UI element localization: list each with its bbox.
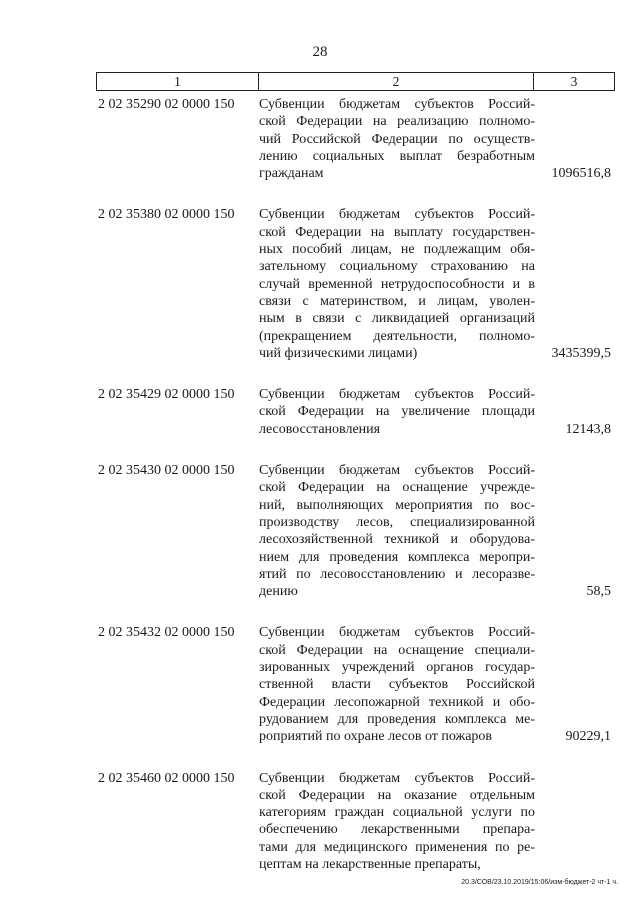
description-line: ской Федерации на оснащение специали-: [259, 642, 535, 658]
description-line: ным в связи с ликвидацией организаций: [259, 311, 535, 327]
description: [257, 770, 535, 874]
amount: 58,5: [586, 584, 611, 600]
budget-code: 2 02 35380 02 0000 150: [98, 207, 235, 223]
budget-code: 2 02 35432 02 0000 150: [98, 625, 235, 641]
description-line: категориям граждан социальной услуги по: [259, 805, 535, 821]
description-line: связи с материнством, и лицам, уволен-: [259, 293, 535, 309]
description-line: ных пособий лицам, не подлежащим обя-: [259, 242, 535, 258]
description-line: обеспечению лекарственными препара-: [259, 822, 535, 838]
description-line: чий Российской Федерации по осуществ-: [259, 131, 535, 147]
amount: 3435399,5: [551, 345, 611, 361]
description-line: случай временной нетрудоспособности и в: [259, 276, 535, 292]
table-body: [96, 96, 615, 897]
description-line: ний, выполняющих мероприятия по вос-: [259, 497, 535, 513]
amount: 12143,8: [565, 421, 611, 437]
table-row: [96, 386, 615, 438]
description-line: цептам на лекарственные препараты,: [259, 856, 481, 872]
description-line: дению: [259, 584, 298, 600]
description-line: (прекращением деятельности, полномо-: [259, 328, 535, 344]
description-line: Субвенции бюджетам субъектов Россий-: [259, 97, 535, 112]
header-col-2: 2: [259, 73, 534, 90]
description-line: зательному социальному страхованию на: [259, 259, 535, 275]
amount: 90229,1: [565, 729, 611, 745]
description: [257, 206, 535, 362]
table-row: [96, 96, 615, 182]
description-line: гражданам: [259, 166, 324, 182]
budget-code: 2 02 35429 02 0000 150: [98, 387, 235, 403]
header-col-3: 3: [570, 74, 578, 89]
budget-code: 2 02 35290 02 0000 150: [98, 97, 235, 112]
description-line: Субвенции бюджетам субъектов Россий-: [259, 770, 535, 786]
description-line: ской Федерации на увеличение площади: [259, 404, 535, 420]
page-number: 28: [312, 44, 328, 60]
description: [257, 386, 535, 438]
description: [257, 96, 535, 182]
description-line: ской Федерации на реализацию полномо-: [259, 114, 535, 130]
table-header: [96, 72, 615, 91]
description-line: чий физическими лицами): [259, 345, 418, 361]
header-col-1: 1: [97, 73, 259, 90]
description-line: тами для медицинского применения по ре-: [259, 839, 535, 855]
description: [257, 462, 535, 600]
description: [257, 624, 535, 745]
description-line: Субвенции бюджетам субъектов Россий-: [259, 387, 535, 403]
description-line: ятий по лесовосстановлению и лесоразве-: [259, 566, 535, 582]
budget-code: 2 02 35430 02 0000 150: [98, 463, 235, 479]
description-line: лесовосстановления: [259, 421, 381, 437]
table-row: [96, 624, 615, 745]
table-row: [96, 206, 615, 362]
description-line: ской Федерации на выплату государствен-: [259, 224, 535, 240]
description-line: роприятий по охране лесов от пожаров: [259, 729, 493, 745]
description-line: ской Федерации на оказание отдельным: [259, 787, 535, 803]
description-line: ской Федерации на оснащение учрежде-: [259, 480, 535, 496]
table-row: [96, 462, 615, 600]
budget-code: 2 02 35460 02 0000 150: [98, 770, 235, 786]
table-row: [96, 770, 615, 874]
footer-stamp: 20.3/СОВ/23.10.2019/15:06/изм-бюджет-2 чт-1 ч.: [461, 879, 618, 886]
description-line: рудованием для проведения комплекса ме-: [259, 711, 535, 727]
description-line: производству лесов, специализированной: [259, 514, 535, 530]
description-line: Федерации лесопожарной техникой и обо-: [259, 694, 535, 710]
description-line: лесохозяйственной техникой и оборудова-: [259, 532, 535, 548]
description-line: зированных учреждений органов государ-: [259, 660, 535, 676]
description-line: Субвенции бюджетам субъектов Россий-: [259, 625, 535, 641]
description-line: Субвенции бюджетам субъектов Россий-: [259, 207, 535, 223]
description-line: Субвенции бюджетам субъектов Россий-: [259, 463, 535, 479]
description-line: нием для проведения комплекса меропри-: [259, 549, 535, 565]
amount: 1096516,8: [551, 166, 611, 182]
description-line: лению социальных выплат безработным: [259, 148, 535, 164]
description-line: ственной власти субъектов Российской: [259, 677, 535, 693]
